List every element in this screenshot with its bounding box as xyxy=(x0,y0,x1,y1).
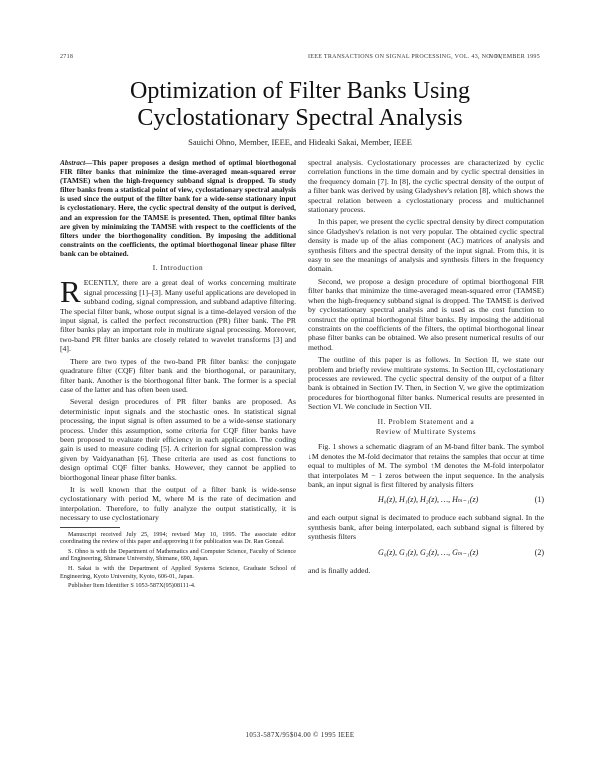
right-paragraph-1: spectral analysis. Cyclostationary processes are characterized by cyclic correlation functions in the time domain and by cyclic spectral densities in the frequency domain [7]. In [8], the cyclic spectral density of the output of a filter bank was derived by using Gladyshev's relation [8], which shows the spectral relation between a cyclostationary process and multichannel stationary process. xyxy=(308,158,544,215)
intro-paragraph-1 xyxy=(60,274,296,354)
section-heading-multirate-review: Review of Multirate Systems xyxy=(375,427,477,436)
page-number: 2718 xyxy=(60,54,74,60)
author-line: Sauichi Ohno, Member, IEEE, and Hideaki Sakai, Member, IEEE xyxy=(188,137,412,147)
section2-paragraph-3: and is finally added. xyxy=(308,565,371,575)
equation-2 xyxy=(308,547,544,561)
abstract xyxy=(60,158,296,258)
footnote-manuscript: Manuscript received July 25, 1994; revised May 10, 1995. The associate editor coordinating the review of this paper and approving it for publication was Dr. Ran Gonzal. xyxy=(60,530,296,546)
running-header xyxy=(60,54,540,64)
intro-paragraph-4: It is well known that the output of a filter bank is wide-sense cyclostationary with period M, where M is the rate of decimation and interpolation. Therefore, to fully analyze the output statistically, it is necessary to use cyclostationary xyxy=(60,484,296,523)
footnote-divider xyxy=(60,527,120,528)
section-heading-problem-statement: II. Problem Statement and a xyxy=(377,417,475,426)
right-paragraph-2: In this paper, we present the cyclic spectral density by direct computation since Gladyshev's relation is not very popular. The obtained cyclic spectral density is made up of the alias component (AC) matrices of analysis and synthesis filters and the spectral density of the input signal. From this, it is easy to see the meanings of analysis and synthesis filters in the frequency domain. xyxy=(308,217,544,274)
equation-2-number: (2) xyxy=(534,547,544,557)
equation-2-body: G₀(z), G₁(z), G₂(z), …, Gₘ₋₁(z) xyxy=(378,547,479,557)
paper-title xyxy=(60,78,540,132)
drop-cap: R xyxy=(60,274,81,310)
right-paragraph-3: Second, we propose a design procedure of optimal biorthogonal FIR filter banks that minimize the time-averaged mean-squared error (TAMSE) when the high-frequency subband signal is dropped. The TAMSE is derived by cyclostationary spectral analysis and is used as the cost function to construct the optimal biorthogonal filter banks. By imposing the additional constraints on the coefficients of the filters, the optimal biorthogonal linear phase filter banks can be obtained. We also present numerical results of our method. xyxy=(308,276,544,352)
section-heading-introduction: I. Introduction xyxy=(152,264,204,273)
left-column xyxy=(60,158,296,592)
abstract-label: Abstract— xyxy=(60,158,93,167)
right-paragraph-4: The outline of this paper is as follows. In Section II, we state our problem and briefly review multirate systems. In Section III, cyclostationary processes are reviewed. The cyclic spectral density of the output of a filter bank is obtained in Section IV. Then, in Section V, we give the optimization procedures for biorthogonal filter banks. Numerical results are presented in Section VI. We conclude in Section VII. xyxy=(308,355,544,412)
footnote-author-ohno: S. Ohno is with the Department of Mathematics and Computer Science, Faculty of Science and Engineering, Shimane University, Shimane, 690, Japan. xyxy=(60,547,296,563)
journal-name: IEEE TRANSACTIONS ON SIGNAL PROCESSING, VOL. 43, NO. 11, xyxy=(308,54,503,60)
issn-footer: 1053-587X/95$04.00 © 1995 IEEE xyxy=(245,732,355,739)
issue-date: NOVEMBER 1995 xyxy=(488,54,540,60)
equation-1-number: (1) xyxy=(534,495,544,505)
section2-paragraph-2: and each output signal is decimated to produce each subband signal. In the synthesis bank, after being interpolated, each subband signal is filtered by synthesis filters xyxy=(308,513,544,542)
intro-paragraph-1-text: ECENTLY, there are a great deal of works concerning multirate signal processing [1]–[3]. Many useful applications are developed in subband coding, signal compression, and subband adaptive filtering. The special filter bank, whose output signal is a time-delayed version of the input signal, is called the perfect reconstruction (PR) filter bank. The PR filter banks play an important role in multirate signal processing. Moreover, two-band PR filter banks are closely related to wavelet transforms [3] and [4]. xyxy=(60,278,296,354)
footnote-author-sakai: H. Sakai is with the Department of Applied Systems Science, Graduate School of Engineering, Kyoto University, Kyoto, 606-01, Japan. xyxy=(60,564,296,580)
equation-1-body: H₀(z), H₁(z), H₂(z), …, Hₘ₋₁(z) xyxy=(378,495,479,505)
intro-paragraph-2: There are two types of the two-band PR filter banks: the conjugate quadrature filter (CQF) filter bank and the biorthogonal, or paraunitary, filter bank. Another is the biorthogonal filter bank. The former is a special case of the latter and has often been used. xyxy=(60,356,296,394)
abstract-text: This paper proposes a design method of optimal biorthogonal FIR filter banks that minimize the time-averaged mean-squared error (TAMSE) when the high-frequency subband signal is dropped. To study filter banks from a statistical point of view, cyclostationary spectral analysis is used since the output of the filter bank for a wide-sense stationary input is cyclostationary. Here, the cyclic spectral density of the output is derived, and an expression for the TAMSE is presented. Then, optimal filter banks are given by minimizing the TAMSE with respect to the coefficients of the filters under the biorthogonality condition. By imposing the additional constraints on the coefficients, the optimal biorthogonal linear phase filter bank can be obtained. xyxy=(60,158,296,258)
footnote-publisher-id: Publisher Item Identifier S 1053-587X(95)08111-4. xyxy=(68,582,196,590)
title-line-2: Cyclostationary Spectral Analysis xyxy=(137,105,463,131)
intro-paragraph-3: Several design procedures of PR filter banks are proposed. As deterministic input signals and the stochastic ones. In statistical signal processing, the input signal is often assumed to be a wide-sense stationary process. Under this assumption, some criteria for CQF filter banks have been proposed to evaluate their efficiency in each application. The coding gain is used to measure coding [5]. A criterion for signal compression was given by Vaidyanathan [6]. These criteria are used as cost functions to design optimal CQF filter banks. However, they cannot be applied to biorthogonal linear phase filter banks. xyxy=(60,397,296,482)
equation-1 xyxy=(308,494,544,508)
right-column xyxy=(308,158,544,578)
title-line-1: Optimization of Filter Banks Using xyxy=(130,78,470,104)
section2-paragraph-1: Fig. 1 shows a schematic diagram of an M-band filter bank. The symbol ↓M denotes the M-fold decimator that retains the samples that occur at time equal to multiples of M. The symbol ↑M denotes the M-fold interpolator that interpolates M − 1 zeros between the input sequence. In the analysis bank, an input signal is first filtered by analysis filters xyxy=(308,442,544,489)
